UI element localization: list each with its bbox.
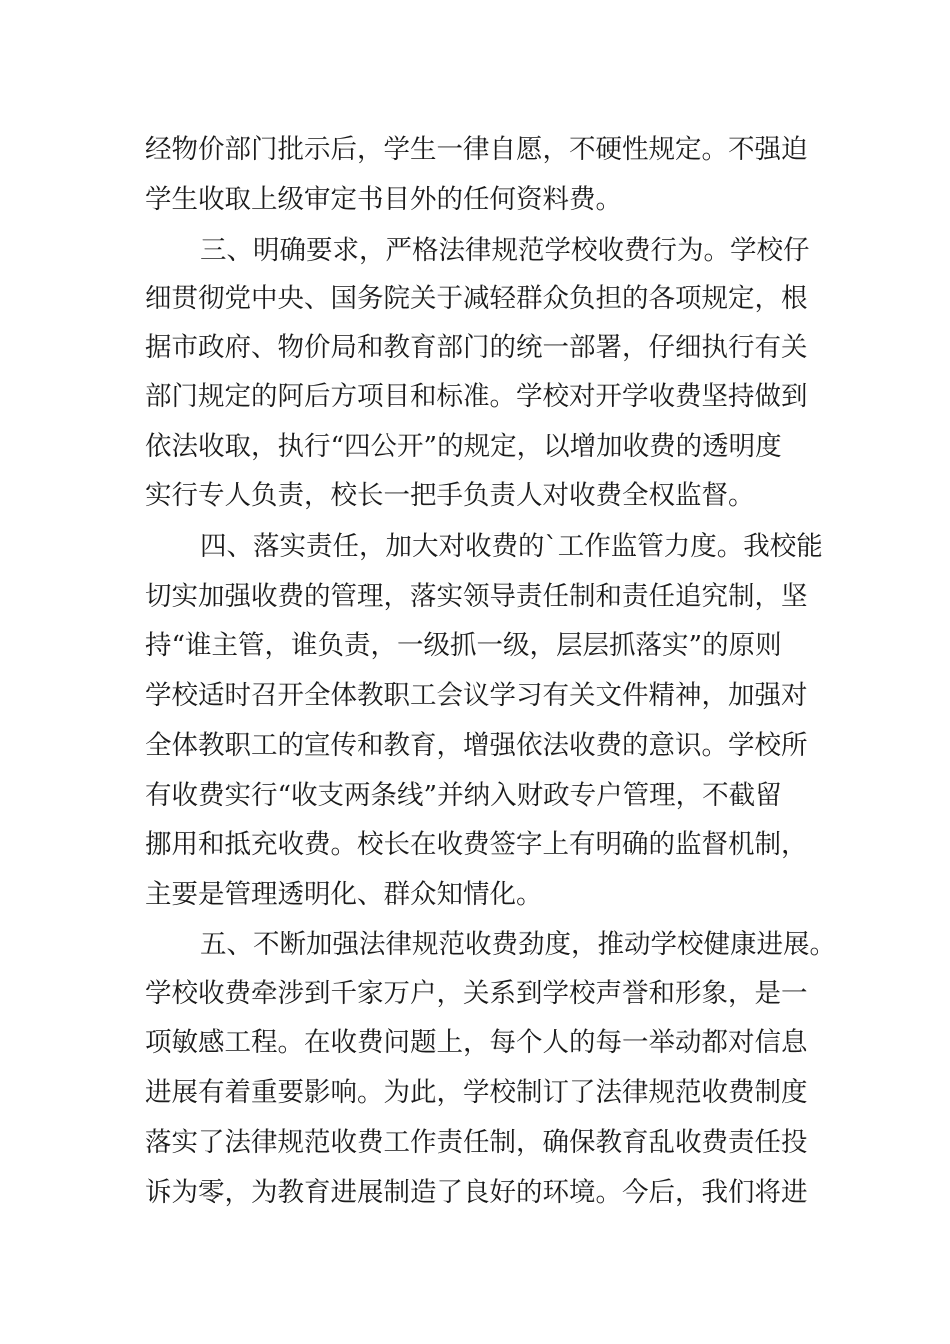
text-line: 学校收费牵涉到千家万户，关系到学校声誉和形象，是一	[145, 978, 808, 1009]
text-line: 切实加强收费的管理，落实领导责任制和责任追究制，坚	[145, 581, 808, 612]
text-line: 落实了法律规范收费工作责任制，确保教育乱收费责任投	[145, 1127, 808, 1158]
text-line: 部门规定的阿后方项目和标准。学校对开学收费坚持做到	[145, 381, 808, 412]
text-line: 经物价部门批示后，学生一律自愿，不硬性规定。不强迫	[145, 134, 808, 165]
text-line: 主要是管理透明化、群众知情化。	[145, 879, 543, 910]
text-line: 全体教职工的宣传和教育，增强依法收费的意识。学校所	[145, 730, 808, 761]
paragraph-start-line: 三、明确要求，严格法律规范学校收费行为。学校仔	[200, 235, 810, 266]
text-line: 实行专人负责，校长一把手负责人对收费全权监督。	[145, 480, 755, 511]
text-line: 挪用和抵充收费。校长在收费签字上有明确的监督机制，	[145, 829, 808, 860]
text-line: 依法收取，执行“四公开”的规定，以增加收费的透明度	[145, 431, 782, 462]
text-line: 细贯彻党中央、国务院关于减轻群众负担的各项规定，根	[145, 283, 808, 314]
paragraph-start-line: 五、不断加强法律规范收费劲度，推动学校健康进展。	[200, 929, 836, 960]
text-line: 持“谁主管，谁负责，一级抓一级，层层抓落实”的原则	[145, 630, 782, 661]
text-line: 学生收取上级审定书目外的任何资料费。	[145, 184, 622, 215]
paragraph-start-line: 四、落实责任，加大对收费的`工作监管力度。我校能	[200, 531, 823, 562]
text-line: 诉为零，为教育进展制造了良好的环境。今后，我们将进	[145, 1177, 808, 1208]
text-line: 学校适时召开全体教职工会议学习有关文件精神，加强对	[145, 680, 808, 711]
text-line: 进展有着重要影响。为此，学校制订了法律规范收费制度	[145, 1077, 808, 1108]
text-line: 项敏感工程。在收费问题上，每个人的每一举动都对信息	[145, 1027, 808, 1058]
text-line: 据市政府、物价局和教育部门的统一部署，仔细执行有关	[145, 332, 808, 363]
text-line: 有收费实行“收支两条线”并纳入财政专户管理，不截留	[145, 780, 782, 811]
